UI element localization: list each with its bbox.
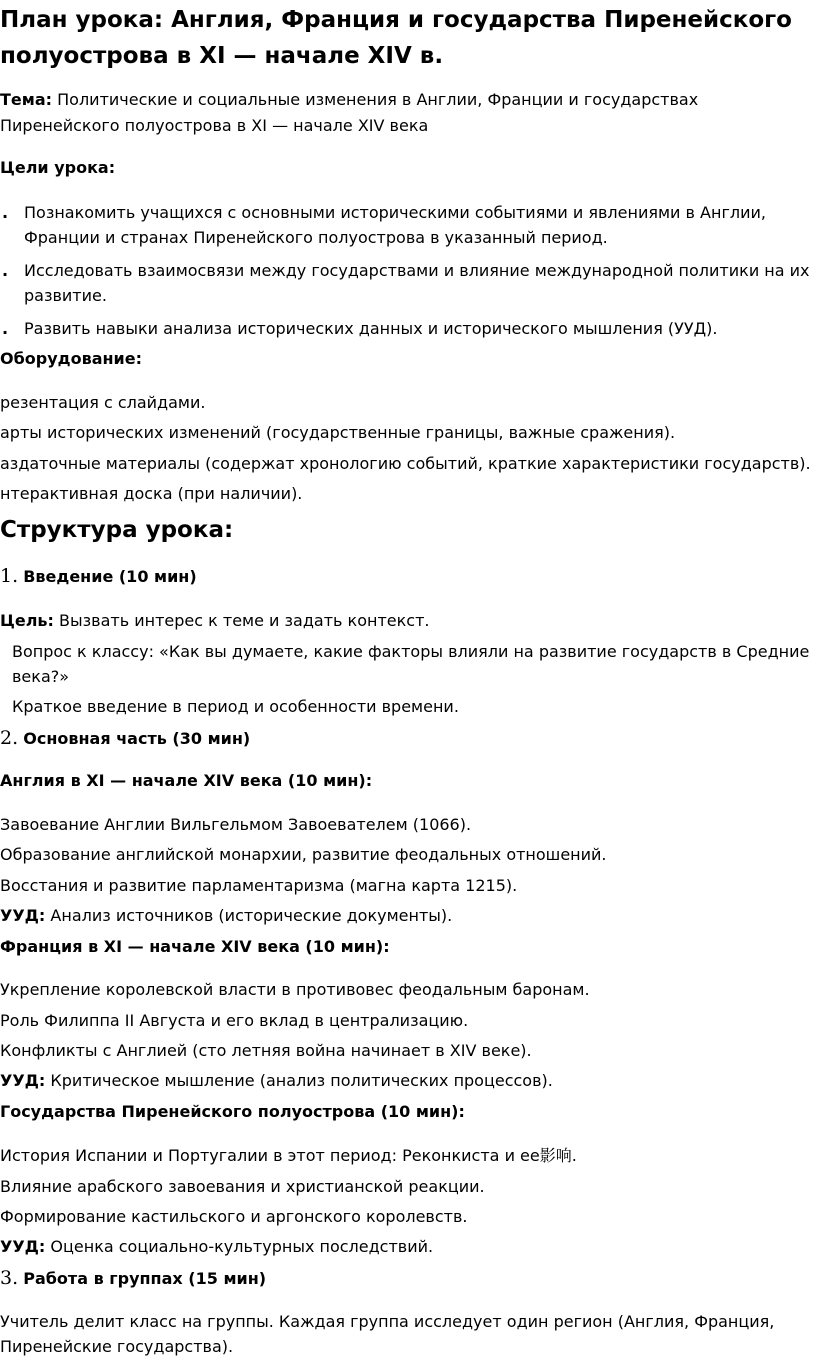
goal-1-line1: Познакомить учащихся с основными историческими событиями и явлениями в Англии, bbox=[24, 203, 766, 222]
iberia-item-2: Влияние арабского завоевания и христианской реакции. bbox=[0, 1177, 485, 1196]
france-heading: Франция в XI — начале XIV века (10 мин): bbox=[0, 937, 390, 956]
goals-heading: Цели урока: bbox=[0, 158, 116, 177]
goal-2-line2: развитие. bbox=[24, 286, 107, 305]
france-uud-label: УУД: bbox=[0, 1071, 46, 1090]
page-title-line1: План урока: Англия, Франция и государства Пиренейского bbox=[0, 7, 792, 33]
iberia-uud-label: УУД: bbox=[0, 1237, 46, 1256]
iberia-item-3: Формирование кастильского и аргонского королевств. bbox=[0, 1207, 468, 1226]
section-main-number: 2. bbox=[0, 727, 19, 749]
goal-bullet-3: . bbox=[2, 319, 9, 338]
groups-text-line2: Пиренейские государства). bbox=[0, 1337, 234, 1356]
intro-item-1-line2: века?» bbox=[12, 667, 70, 686]
iberia-uud bbox=[0, 1234, 433, 1260]
intro-item-1-line1: Вопрос к классу: «Как вы думаете, какие факторы влияли на развитие государств в Средние bbox=[12, 642, 810, 661]
england-item-3: Восстания и развитие парламентаризма (магна карта 1215). bbox=[0, 876, 518, 895]
intro-goal-text: Вызвать интерес к теме и задать контекст. bbox=[53, 611, 430, 630]
structure-heading: Структура урока: bbox=[0, 517, 234, 543]
topic-line1 bbox=[0, 87, 698, 113]
france-item-1: Укрепление королевской власти в противовес феодальным баронам. bbox=[0, 980, 590, 999]
england-item-1: Завоевание Англии Вильгельмом Завоевателем (1066). bbox=[0, 815, 472, 834]
section-intro-title bbox=[0, 563, 197, 590]
goal-2-line1: Исследовать взаимосвязи между государствами и влияние международной политики на их bbox=[24, 261, 810, 280]
goal-bullet-2: . bbox=[2, 261, 9, 280]
intro-goal-label: Цель: bbox=[0, 611, 54, 630]
england-uud-label: УУД: bbox=[0, 906, 46, 925]
france-uud bbox=[0, 1068, 553, 1094]
equipment-heading: Оборудование: bbox=[0, 349, 142, 368]
france-item-2: Роль Филиппа II Августа и его вклад в централизацию. bbox=[0, 1011, 469, 1030]
intro-goal bbox=[0, 608, 429, 634]
intro-item-2: Краткое введение в период и особенности времени. bbox=[12, 697, 459, 716]
section-main-label: Основная часть (30 мин) bbox=[23, 729, 251, 748]
england-uud-text: Анализ источников (исторические документы). bbox=[45, 906, 453, 925]
france-item-3: Конфликты с Англией (сто летняя война начинает в XIV веке). bbox=[0, 1041, 532, 1060]
iberia-heading: Государства Пиренейского полуострова (10 мин): bbox=[0, 1102, 465, 1121]
iberia-item-1: История Испании и Португалии в этот период: Реконкиста и ее影响. bbox=[0, 1146, 577, 1165]
goal-bullet-1: . bbox=[2, 203, 9, 222]
france-uud-text: Критическое мышление (анализ политических процессов). bbox=[45, 1071, 553, 1090]
section-groups-title bbox=[0, 1265, 266, 1292]
equipment-item-2: арты исторических изменений (государственные границы, важные сражения). bbox=[0, 423, 676, 442]
page-title-line2: полуострова в XI — начале XIV в. bbox=[0, 43, 444, 69]
england-heading: Англия в XI — начале XIV века (10 мин): bbox=[0, 771, 373, 790]
topic-line2: Пиренейского полуострова в XI — начале XIV века bbox=[0, 116, 429, 135]
topic-label: Тема: bbox=[0, 90, 53, 109]
goal-1-line2: Франции и странах Пиренейского полуострова в указанный период. bbox=[24, 228, 608, 247]
england-uud bbox=[0, 903, 452, 929]
groups-text-line1: Учитель делит класс на группы. Каждая группа исследует один регион (Англия, Франция, bbox=[0, 1312, 775, 1331]
section-groups-label: Работа в группах (15 мин) bbox=[23, 1269, 267, 1288]
equipment-item-1: резентация с слайдами. bbox=[0, 393, 206, 412]
section-intro-label: Введение (10 мин) bbox=[23, 567, 197, 586]
section-groups-number: 3. bbox=[0, 1267, 19, 1289]
equipment-item-3: аздаточные материалы (содержат хронологию событий, краткие характеристики государств). bbox=[0, 454, 811, 473]
england-item-2: Образование английской монархии, развитие феодальных отношений. bbox=[0, 845, 607, 864]
section-intro-number: 1. bbox=[0, 565, 19, 587]
topic-text-1: Политические и социальные изменения в Англии, Франции и государствах bbox=[52, 90, 699, 109]
section-main-title bbox=[0, 725, 250, 752]
iberia-uud-text: Оценка социально-культурных последствий. bbox=[45, 1237, 434, 1256]
goal-3-line1: Развить навыки анализа исторических данных и исторического мышления (УУД). bbox=[24, 319, 718, 338]
equipment-item-4: нтерактивная доска (при наличии). bbox=[0, 484, 303, 503]
